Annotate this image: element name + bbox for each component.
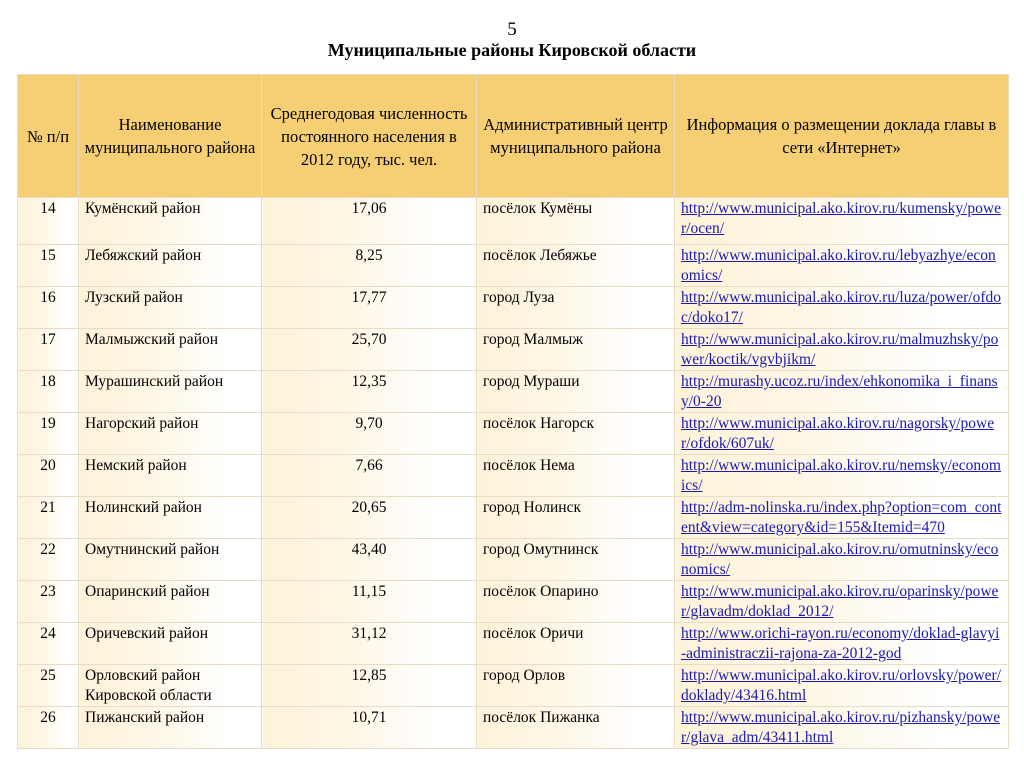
report-link[interactable]: http://adm-nolinska.ru/index.php?option=com_content&view=category&id=155&Itemid=470 [681, 499, 1002, 536]
admin-center: город Мураши [477, 371, 675, 413]
admin-center: посёлок Пижанка [477, 707, 675, 749]
row-number: 17 [18, 329, 79, 371]
admin-center: посёлок Нема [477, 455, 675, 497]
admin-center: посёлок Оричи [477, 623, 675, 665]
table-header-row [18, 75, 1009, 198]
row-number: 16 [18, 287, 79, 329]
district-name: Нагорский район [79, 413, 262, 455]
table-row [18, 707, 1009, 749]
report-link[interactable]: http://www.municipal.ako.kirov.ru/luza/power/ofdoc/doko17/ [681, 289, 1001, 326]
admin-center: город Нолинск [477, 497, 675, 539]
population-value: 25,70 [262, 329, 477, 371]
population-value: 8,25 [262, 245, 477, 287]
report-link[interactable]: http://www.municipal.ako.kirov.ru/lebyazhye/economics/ [681, 247, 996, 284]
header-population: Среднегодовая численность постоянного населения в 2012 году, тыс. чел. [262, 75, 477, 198]
district-name: Мурашинский район [79, 371, 262, 413]
page-title: Муниципальные районы Кировской области [327, 40, 697, 60]
report-link[interactable]: http://www.municipal.ako.kirov.ru/oparinsky/power/glavadm/doklad_2012/ [681, 583, 999, 620]
report-link[interactable]: http://www.municipal.ako.kirov.ru/pizhansky/power/glava_adm/43411.html [681, 709, 1001, 746]
table-row [18, 455, 1009, 497]
population-value: 20,65 [262, 497, 477, 539]
population-value: 11,15 [262, 581, 477, 623]
report-link[interactable]: http://www.municipal.ako.kirov.ru/nemsky/economics/ [681, 457, 1001, 494]
population-value: 9,70 [262, 413, 477, 455]
population-value: 17,77 [262, 287, 477, 329]
population-value: 12,35 [262, 371, 477, 413]
report-link[interactable]: http://murashy.ucoz.ru/index/ehkonomika_i_finansy/0-20 [681, 373, 998, 410]
row-number: 25 [18, 665, 79, 707]
table-row [18, 581, 1009, 623]
report-link[interactable]: http://www.municipal.ako.kirov.ru/nagorsky/power/ofdok/607uk/ [681, 415, 995, 452]
row-number: 24 [18, 623, 79, 665]
header-number: № п/п [18, 75, 79, 198]
district-name: Кумёнский район [79, 198, 262, 245]
table-row [18, 497, 1009, 539]
row-number: 20 [18, 455, 79, 497]
report-link[interactable]: http://www.municipal.ako.kirov.ru/kumensky/power/ocen/ [681, 200, 1001, 237]
table-row [18, 287, 1009, 329]
report-link[interactable]: http://www.municipal.ako.kirov.ru/malmuzhsky/power/koctik/vgvbjikm/ [681, 331, 999, 368]
population-value: 10,71 [262, 707, 477, 749]
admin-center: посёлок Нагорск [477, 413, 675, 455]
admin-center: город Орлов [477, 665, 675, 707]
table-row [18, 539, 1009, 581]
district-name: Лебяжский район [79, 245, 262, 287]
admin-center: город Луза [477, 287, 675, 329]
row-number: 18 [18, 371, 79, 413]
row-number: 23 [18, 581, 79, 623]
population-value: 17,06 [262, 198, 477, 245]
header-report-info: Информация о размещении доклада главы в сети «Интернет» [675, 75, 1009, 198]
table-row [18, 371, 1009, 413]
district-name: Немский район [79, 455, 262, 497]
admin-center: посёлок Лебяжье [477, 245, 675, 287]
table-row [18, 665, 1009, 707]
table-row [18, 623, 1009, 665]
table-row [18, 413, 1009, 455]
admin-center: город Омутнинск [477, 539, 675, 581]
report-link[interactable]: http://www.orichi-rayon.ru/economy/doklad-glavyi-administraczii-rajona-za-2012-god [681, 625, 1000, 662]
districts-table [17, 74, 1009, 749]
district-name: Опаринский район [79, 581, 262, 623]
row-number: 14 [18, 198, 79, 245]
table-row [18, 329, 1009, 371]
table-row [18, 198, 1009, 245]
row-number: 21 [18, 497, 79, 539]
table-row [18, 245, 1009, 287]
row-number: 19 [18, 413, 79, 455]
population-value: 31,12 [262, 623, 477, 665]
admin-center: посёлок Кумёны [477, 198, 675, 245]
header-admin-center: Административный центр муниципального района [477, 75, 675, 198]
district-name: Оричевский район [79, 623, 262, 665]
row-number: 22 [18, 539, 79, 581]
header-district-name: Наименование муниципального района [79, 75, 262, 198]
district-name: Лузский район [79, 287, 262, 329]
district-name: Омутнинский район [79, 539, 262, 581]
admin-center: город Малмыж [477, 329, 675, 371]
report-link[interactable]: http://www.municipal.ako.kirov.ru/orlovsky/power/doklady/43416.html [681, 667, 1001, 704]
report-link[interactable]: http://www.municipal.ako.kirov.ru/omutninsky/economics/ [681, 541, 999, 578]
district-name: Нолинский район [79, 497, 262, 539]
district-name: Орловский район Кировской области [79, 665, 262, 707]
row-number: 26 [18, 707, 79, 749]
district-name: Малмыжский район [79, 329, 262, 371]
admin-center: посёлок Опарино [477, 581, 675, 623]
population-value: 7,66 [262, 455, 477, 497]
page-number: 5 [507, 19, 517, 40]
district-name: Пижанский район [79, 707, 262, 749]
population-value: 43,40 [262, 539, 477, 581]
row-number: 15 [18, 245, 79, 287]
population-value: 12,85 [262, 665, 477, 707]
